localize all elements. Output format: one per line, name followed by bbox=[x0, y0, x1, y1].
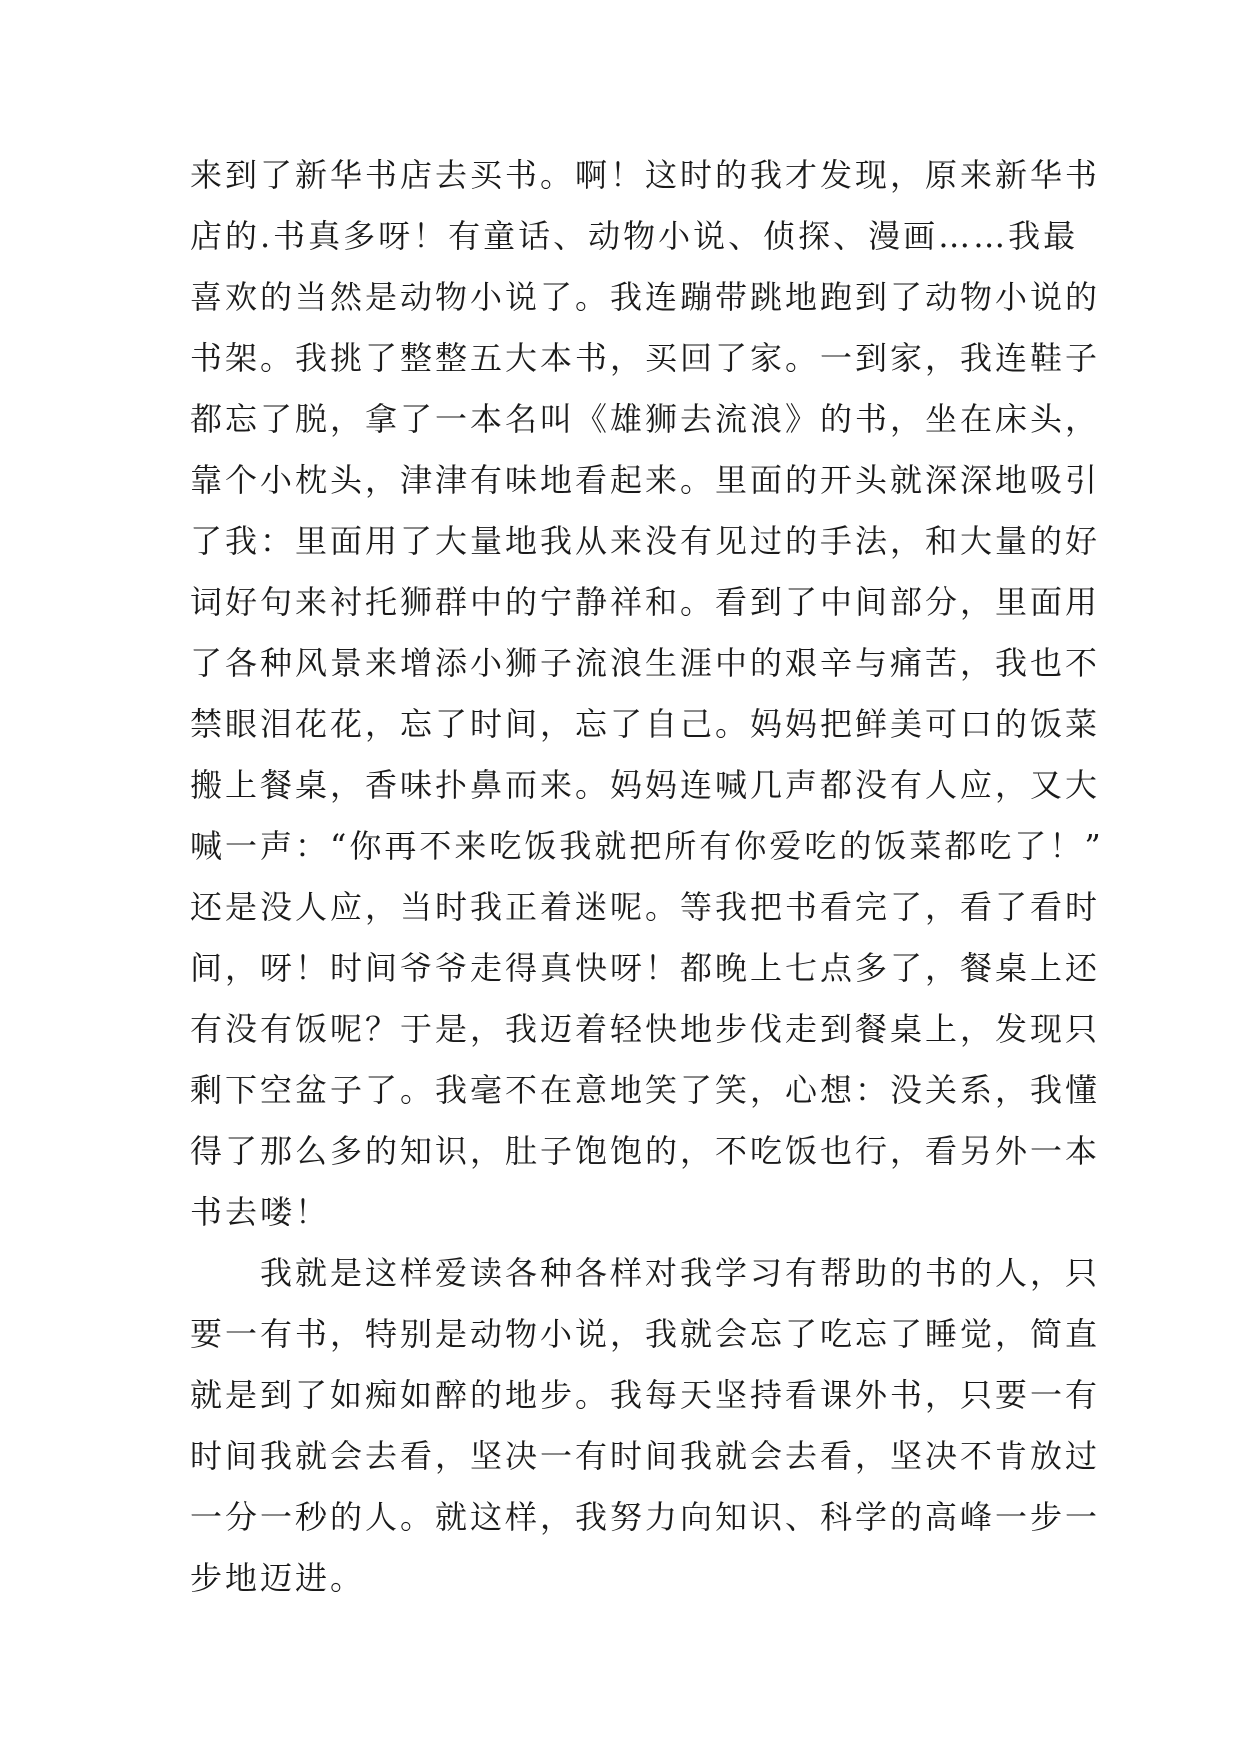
text-line: 喊一声：“你再不来吃饭我就把所有你爱吃的饭菜都吃了！” bbox=[190, 827, 1104, 865]
text-line: 书架。我挑了整整五大本书，买回了家。一到家，我连鞋子 bbox=[190, 339, 1101, 377]
text-line: 时间我就会去看，坚决一有时间我就会去看，坚决不肯放过 bbox=[190, 1437, 1101, 1475]
text-line: 搬上餐桌，香味扑鼻而来。妈妈连喊几声都没有人应，又大 bbox=[190, 766, 1101, 804]
text-line: 有没有饭呢？于是，我迈着轻快地步伐走到餐桌上，发现只 bbox=[190, 1010, 1101, 1048]
text-line: 靠个小枕头，津津有味地看起来。里面的开头就深深地吸引 bbox=[190, 461, 1101, 499]
text-line: 书去喽！ bbox=[190, 1193, 331, 1231]
text-line: 来到了新华书店去买书。啊！这时的我才发现，原来新华书 bbox=[190, 156, 1101, 194]
text-line: 间，呀！时间爷爷走得真快呀！都晚上七点多了，餐桌上还 bbox=[190, 949, 1101, 987]
text-line: 步地迈进。 bbox=[190, 1559, 366, 1597]
text-line: 了我：里面用了大量地我从来没有见过的手法，和大量的好 bbox=[190, 522, 1101, 560]
text-line: 就是到了如痴如醉的地步。我每天坚持看课外书，只要一有 bbox=[190, 1376, 1101, 1414]
text-line: 我就是这样爱读各种各样对我学习有帮助的书的人，只 bbox=[190, 1254, 1101, 1292]
text-line: 都忘了脱，拿了一本名叫《雄狮去流浪》的书，坐在床头， bbox=[190, 400, 1101, 438]
text-line: 喜欢的当然是动物小说了。我连蹦带跳地跑到了动物小说的 bbox=[190, 278, 1101, 316]
text-line: 剩下空盆子了。我毫不在意地笑了笑，心想：没关系，我懂 bbox=[190, 1071, 1101, 1109]
text-line: 了各种风景来增添小狮子流浪生涯中的艰辛与痛苦，我也不 bbox=[190, 644, 1101, 682]
text-line: 得了那么多的知识，肚子饱饱的，不吃饭也行，看另外一本 bbox=[190, 1132, 1101, 1170]
text-line: 店的.书真多呀！有童话、动物小说、侦探、漫画……我最 bbox=[190, 217, 1079, 255]
text-line: 禁眼泪花花，忘了时间，忘了自己。妈妈把鲜美可口的饭菜 bbox=[190, 705, 1101, 743]
text-line: 词好句来衬托狮群中的宁静祥和。看到了中间部分，里面用 bbox=[190, 583, 1101, 621]
text-line: 还是没人应，当时我正着迷呢。等我把书看完了，看了看时 bbox=[190, 888, 1101, 926]
text-line: 一分一秒的人。就这样，我努力向知识、科学的高峰一步一 bbox=[190, 1498, 1101, 1536]
text-line: 要一有书，特别是动物小说，我就会忘了吃忘了睡觉，简直 bbox=[190, 1315, 1101, 1353]
